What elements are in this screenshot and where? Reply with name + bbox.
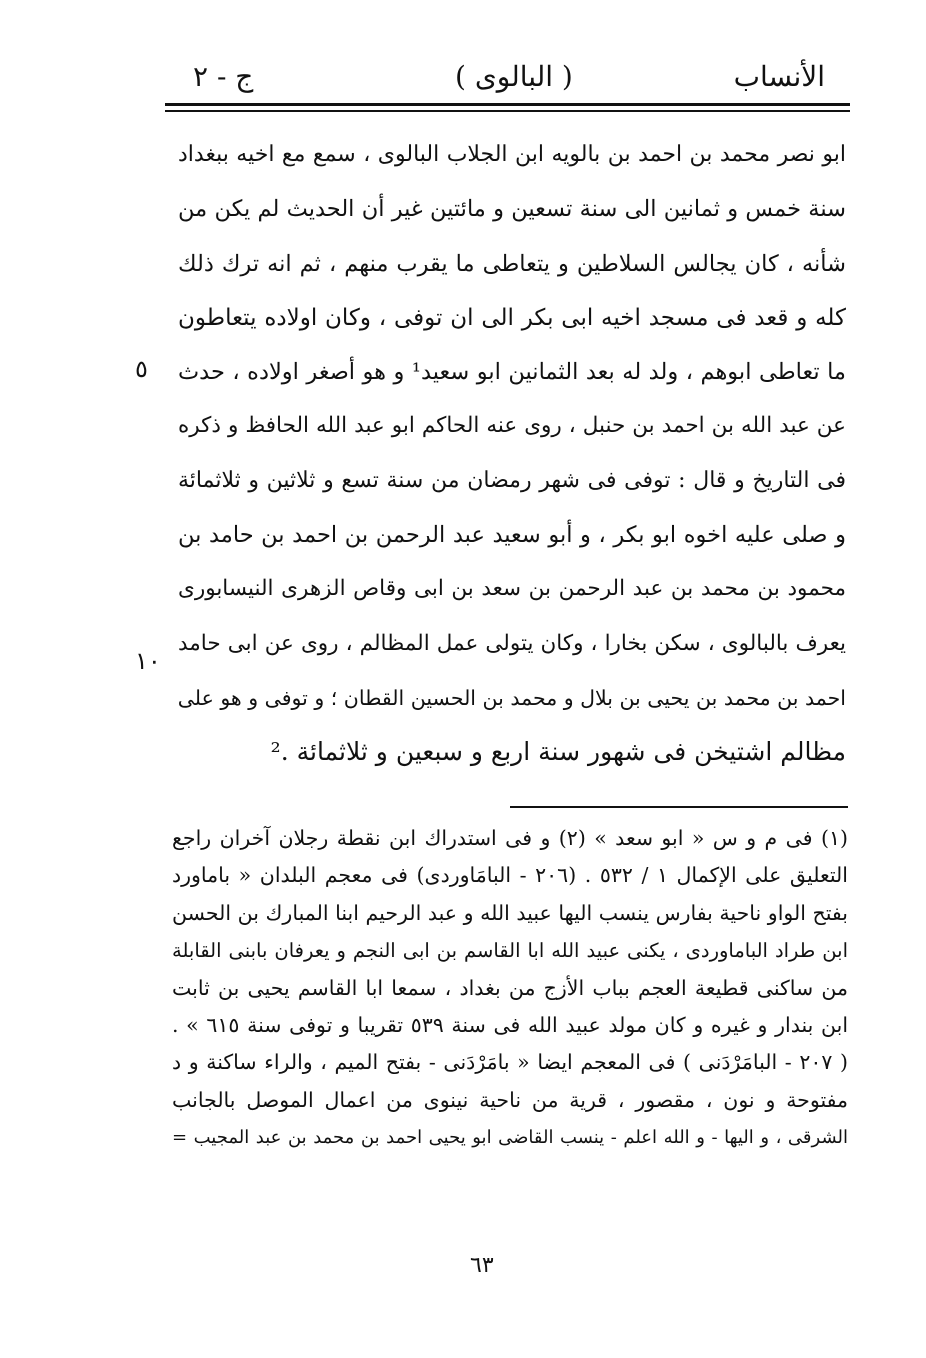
section-title: ( البالوى ) (455, 60, 573, 93)
footnotes (172, 820, 848, 1157)
footnote-line: التعليق على الإكمال ١ / ٥٣٢ . (٢٠٦ - البامَاوردى) فى معجم البلدان « باماورد (172, 863, 848, 888)
text-line: يعرف بالبالوى ، سكن بخارا ، وكان يتولى عمل المظالم ، روى عن ابى حامد (178, 630, 846, 656)
text-line: مظالم اشتيخن فى شهور سنة اربع و سبعين و ثلاثمائة .² (270, 737, 846, 767)
footnote-rule (510, 806, 848, 808)
text-line: احمد بن محمد بن يحيى بن بلال و محمد بن الحسين القطان ؛ و توفى و هو على (177, 685, 846, 710)
footnote-line: من ساكنى قطيعة العجم بباب الأزج من بغداد ، سمعا ابا القاسم يحيى بن ثابت (172, 975, 848, 1000)
text-line: و صلى عليه اخوه ابو بكر ، و أبو سعيد عبد الرحمن بن احمد بن حامد بن (178, 522, 846, 549)
text-line: محمود بن محمد بن عبد الرحمن بن سعد بن ابى وقاص الزهرى النيسابورى (178, 576, 846, 602)
line-number-10: ١٠ (135, 647, 161, 675)
line-number-5: ٥ (135, 355, 148, 383)
header-rule-thin (165, 110, 850, 112)
footnote-line: بفتح الواو ناحية بفارس ينسب اليها عبيد الله و عبد الرحيم ابنا المبارك بن الحسن (172, 900, 848, 925)
footnote-line: (١) فى م و س « ابو سعد » (٢) و فى استدراك ابن نقطة رجلان آخران راجع (172, 826, 848, 850)
text-line: ما تعاطى ابوهم ، ولد له بعد الثمانين ابو سعيد¹ و هو أصغر اولاده ، حدث (178, 359, 846, 386)
running-header (165, 60, 845, 100)
text-line: فى التاريخ و قال : توفى فى شهر رمضان من سنة تسع و ثلاثين و ثلاثمائة (178, 467, 846, 493)
text-line: شأنه ، كان يجالس السلاطين و يتعاطى ما يقرب منهم ، ثم انه ترك ذلك (178, 250, 846, 277)
text-line: ابو نصر محمد بن احمد بن بالويه ابن الجلاب البالوى ، سمع مع اخيه ببغداد (178, 142, 846, 167)
volume-label: ج - ٢ (193, 60, 254, 93)
footnote-line: مفتوحة و نون ، مقصور ، قرية من ناحية نينوى من اعمال الموصل بالجانب (172, 1087, 848, 1112)
text-line: عن عبد الله بن احمد بن حنبل ، روى عنه الحاكم ابو عبد الله الحافظ و ذكره (178, 413, 846, 439)
footnote-line: ابن طراد الباماوردى ، يكنى عبيد الله ابا القاسم بن ابى النجم و يعرفان بابنى القابلة (172, 939, 848, 963)
text-line: سنة خمس و ثمانين الى سنة تسعين و مائتين غير أن الحديث لم يكن من (178, 196, 846, 223)
page-number: ٦٣ (470, 1253, 494, 1278)
header-rule-thick (165, 103, 850, 106)
text-line: كله و قعد فى مسجد اخيه ابى بكر الى ان توفى ، وكان اولاده يتعاطون (178, 304, 846, 331)
footnote-line: ابن بندار و غيره و كان مولد عبيد الله فى سنة ٥٣٩ تقريبا و توفى سنة ٦١٥ » . (172, 1013, 849, 1038)
footnote-line: ( ٢٠٧ - البامَرْدَنى ) فى المعجم ايضا « بامَرْدَنى - بفتح الميم ، والراء ساكنة و د (172, 1050, 848, 1075)
footnote-line: الشرقى ، و اليها - و الله اعلم - ينسب القاضى ابو يحيى احمد بن محمد بن عبد المجيب = (172, 1127, 849, 1149)
book-title: الأنساب (733, 60, 825, 93)
main-text (178, 128, 846, 780)
